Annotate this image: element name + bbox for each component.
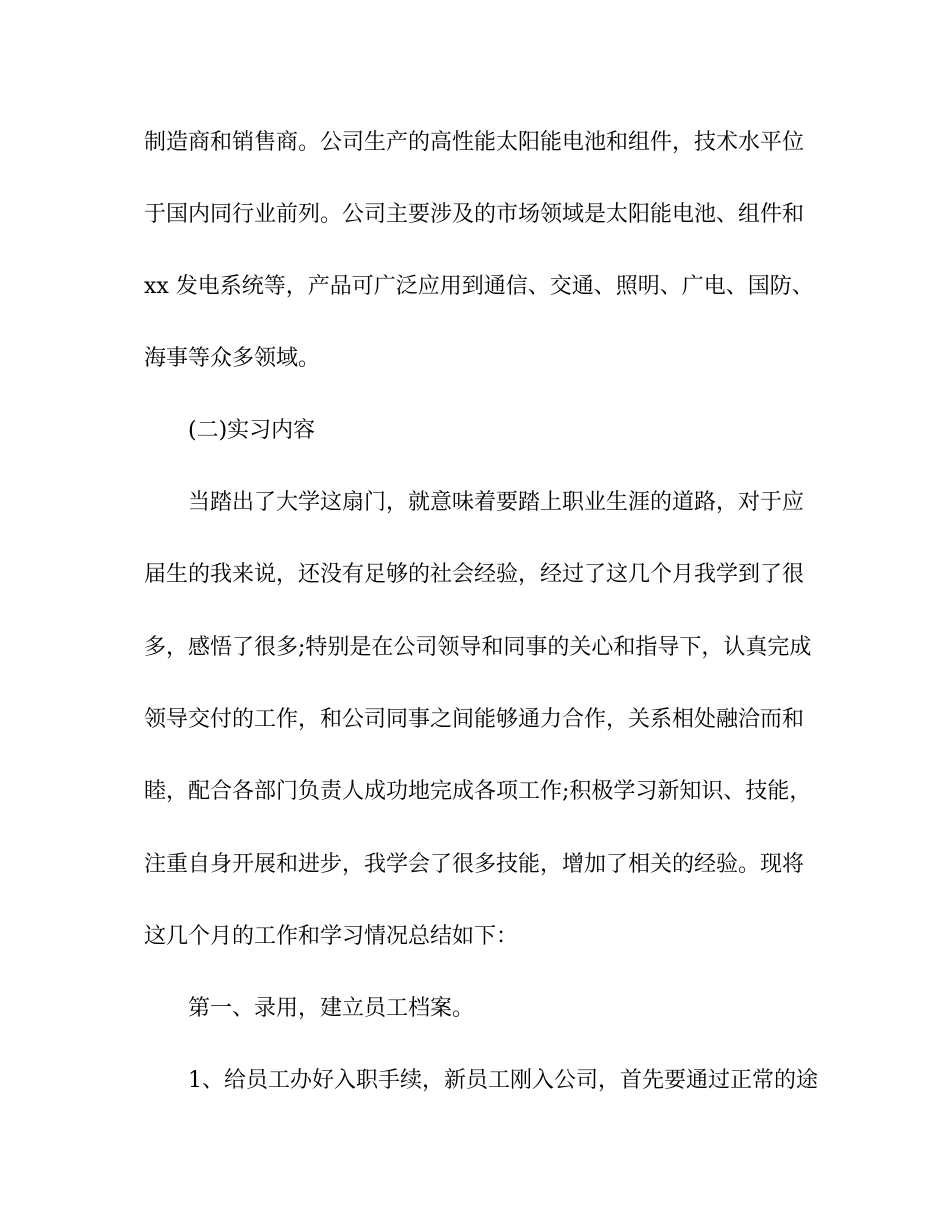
text-line: 当踏出了大学这扇门，就意味着要踏上职业生涯的道路，对于应 <box>188 490 805 515</box>
text-line: xx 发电系统等，产品可广泛应用到通信、交通、照明、广电、国防、 <box>144 274 814 299</box>
text-line: 睦，配合各部门负责人成功地完成各项工作;积极学习新知识、技能， <box>144 779 812 804</box>
text-line: 注重自身开展和进步，我学会了很多技能，增加了相关的经验。现将 <box>144 852 805 877</box>
text-line: 领导交付的工作，和公司同事之间能够通力合作，关系相处融洽而和 <box>144 707 805 732</box>
text-line: 制造商和销售商。公司生产的高性能太阳能电池和组件，技术水平位 <box>144 130 805 155</box>
text-line: 多，感悟了很多;特别是在公司领导和同事的关心和指导下，认真完成 <box>144 635 812 660</box>
text-line: 届生的我来说，还没有足够的社会经验，经过了这几个月我学到了很 <box>144 562 805 587</box>
text-line: 于国内同行业前列。公司主要涉及的市场领域是太阳能电池、组件和 <box>144 202 805 227</box>
text-line: 海事等众多领域。 <box>144 346 321 371</box>
text-line: 这几个月的工作和学习情况总结如下： <box>144 924 519 949</box>
section-heading: (二)实习内容 <box>188 418 316 443</box>
list-item: 1、给员工办好入职手续，新员工刚入公司，首先要通过正常的途 <box>188 1068 818 1093</box>
list-heading: 第一、录用，建立员工档案。 <box>188 996 475 1021</box>
